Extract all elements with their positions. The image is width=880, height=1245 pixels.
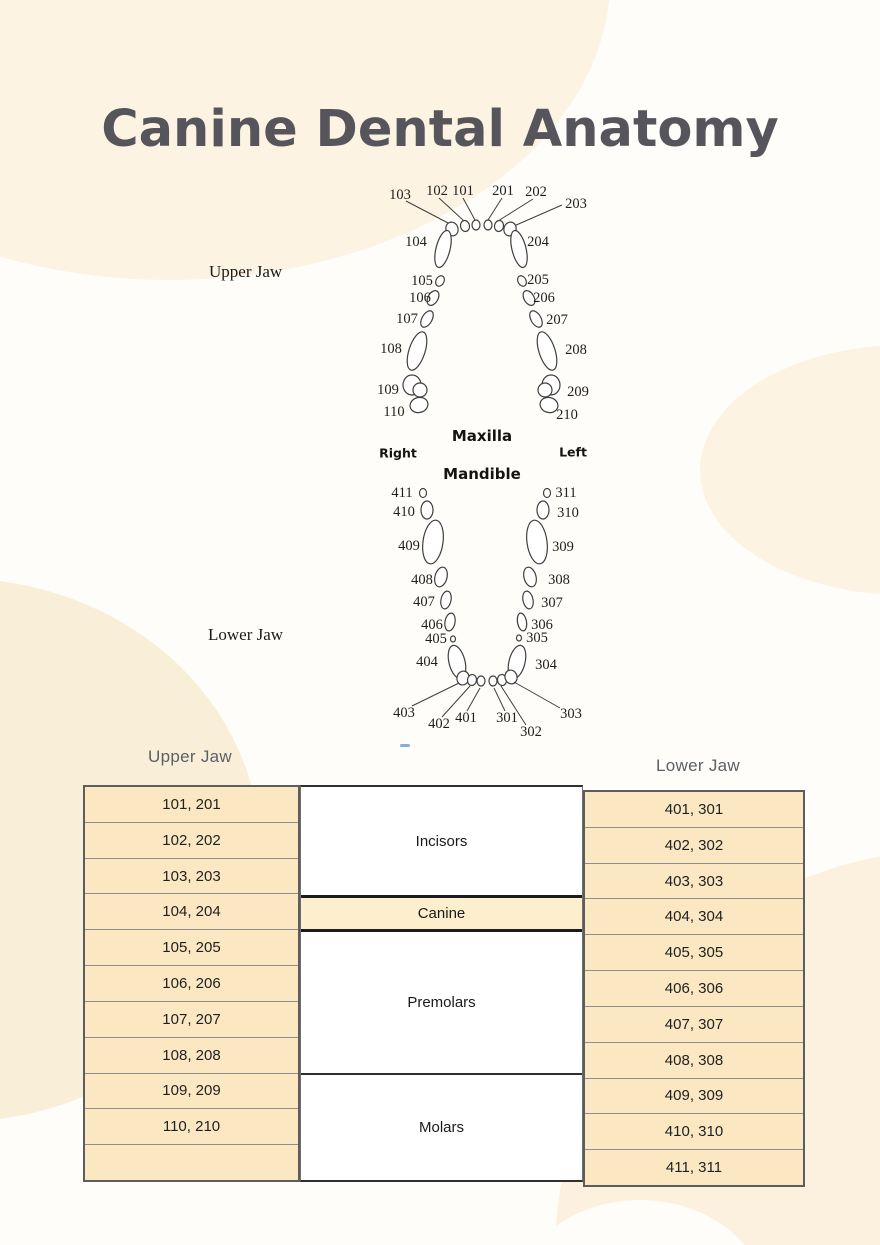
leader-201 [488, 198, 502, 220]
category-premolars: Premolars [301, 932, 582, 1075]
upper-arch-drawing [403, 198, 562, 415]
category-incisors: Incisors [301, 787, 582, 895]
tooth-number-307: 307 [541, 595, 563, 611]
right-side-label: Right [379, 445, 417, 461]
tooth-number-402: 402 [428, 716, 450, 732]
table-row: 101, 201 [162, 795, 221, 813]
tooth-number-203: 203 [565, 196, 587, 212]
blue-dash-mark [400, 744, 410, 747]
leader-403 [412, 683, 459, 706]
tooth-number-108: 108 [380, 341, 402, 357]
leader-203 [514, 205, 562, 226]
category-molars: Molars [301, 1075, 582, 1180]
tooth-number-407: 407 [413, 594, 435, 610]
tooth-number-305: 305 [526, 630, 548, 646]
upper-jaw-diagram-label: Upper Jaw [209, 262, 283, 281]
tooth-number-403: 403 [393, 705, 415, 721]
tooth-number-201: 201 [492, 183, 514, 199]
tooth-number-102: 102 [426, 183, 448, 199]
table-row: 408, 308 [585, 1042, 803, 1078]
tooth-number-401: 401 [455, 710, 477, 726]
table-row: 409, 309 [585, 1078, 803, 1114]
table-row: 406, 306 [585, 970, 803, 1006]
leader-103 [406, 201, 450, 224]
table-row: 411, 311 [585, 1149, 803, 1185]
table-row: 405, 305 [585, 934, 803, 970]
leader-401 [467, 688, 480, 711]
table-row: 102, 202 [85, 822, 298, 858]
tooth-number-104: 104 [405, 234, 427, 250]
table-row: 110, 210 [85, 1108, 298, 1144]
tooth-number-303: 303 [560, 706, 582, 722]
upper-jaw-number-column [83, 785, 300, 1182]
tooth-category-column [300, 785, 583, 1182]
tooth-number-204: 204 [527, 234, 549, 250]
category-canine: Canine [301, 895, 582, 932]
table-row [85, 1144, 298, 1180]
tooth-number-208: 208 [565, 342, 587, 358]
lower-jaw-number-column [583, 790, 805, 1187]
maxilla-label: Maxilla [451, 427, 513, 445]
leader-301 [494, 688, 505, 711]
tooth-number-409: 409 [398, 538, 420, 554]
tooth-number-105: 105 [411, 273, 433, 289]
upper-jaw-table-header: Upper Jaw [148, 747, 232, 766]
tooth-number-408: 408 [411, 572, 433, 588]
table-row: 107, 207 [85, 1001, 298, 1037]
leader-102 [439, 198, 464, 221]
table-row: 104, 204 [85, 893, 298, 929]
tooth-number-101: 101 [452, 183, 474, 199]
tooth-number-207: 207 [546, 312, 568, 328]
table-row: 401, 301 [664, 800, 724, 818]
tooth-number-202: 202 [525, 184, 547, 200]
tooth-number-404: 404 [416, 654, 438, 670]
tooth-number-103: 103 [389, 187, 411, 203]
table-row: 103, 203 [85, 858, 298, 894]
table-row: 106, 206 [85, 965, 298, 1001]
mandible-label: Mandible [443, 465, 521, 483]
tooth-number-107: 107 [396, 311, 418, 327]
table-row: 410, 310 [585, 1113, 803, 1149]
tooth-number-205: 205 [527, 272, 549, 288]
leader-101 [463, 198, 475, 220]
table-row: 108, 208 [85, 1037, 298, 1073]
table-row: 404, 304 [585, 898, 803, 934]
tooth-number-labels [377, 183, 589, 740]
table-row: 407, 307 [585, 1006, 803, 1042]
tooth-number-309: 309 [552, 539, 574, 555]
leader-202 [498, 199, 533, 221]
tooth-number-209: 209 [567, 384, 589, 400]
tooth-number-206: 206 [533, 290, 555, 306]
tooth-number-406: 406 [421, 617, 443, 633]
leader-303 [514, 682, 560, 708]
tooth-number-405: 405 [425, 631, 447, 647]
tooth-number-301: 301 [496, 710, 518, 726]
tooth-number-210: 210 [556, 407, 578, 423]
table-row: 403, 303 [585, 863, 803, 899]
lower-jaw-diagram-label: Lower Jaw [208, 625, 284, 644]
table-row: 109, 209 [85, 1073, 298, 1109]
table-row: 402, 302 [585, 827, 803, 863]
tooth-number-110: 110 [383, 404, 405, 420]
tooth-number-302: 302 [520, 724, 542, 740]
tooth-number-306: 306 [531, 617, 553, 633]
tooth-number-411: 411 [391, 485, 413, 501]
tooth-number-310: 310 [557, 505, 579, 521]
tooth-number-106: 106 [409, 290, 431, 306]
tooth-number-308: 308 [548, 572, 570, 588]
lower-jaw-table-header: Lower Jaw [656, 756, 740, 775]
tooth-number-109: 109 [377, 382, 399, 398]
table-row: 105, 205 [85, 929, 298, 965]
page-title: Canine Dental Anatomy [101, 100, 779, 160]
tooth-number-410: 410 [393, 504, 415, 520]
tooth-number-311: 311 [555, 485, 577, 501]
left-side-label: Left [559, 444, 587, 460]
tooth-number-304: 304 [535, 657, 557, 673]
